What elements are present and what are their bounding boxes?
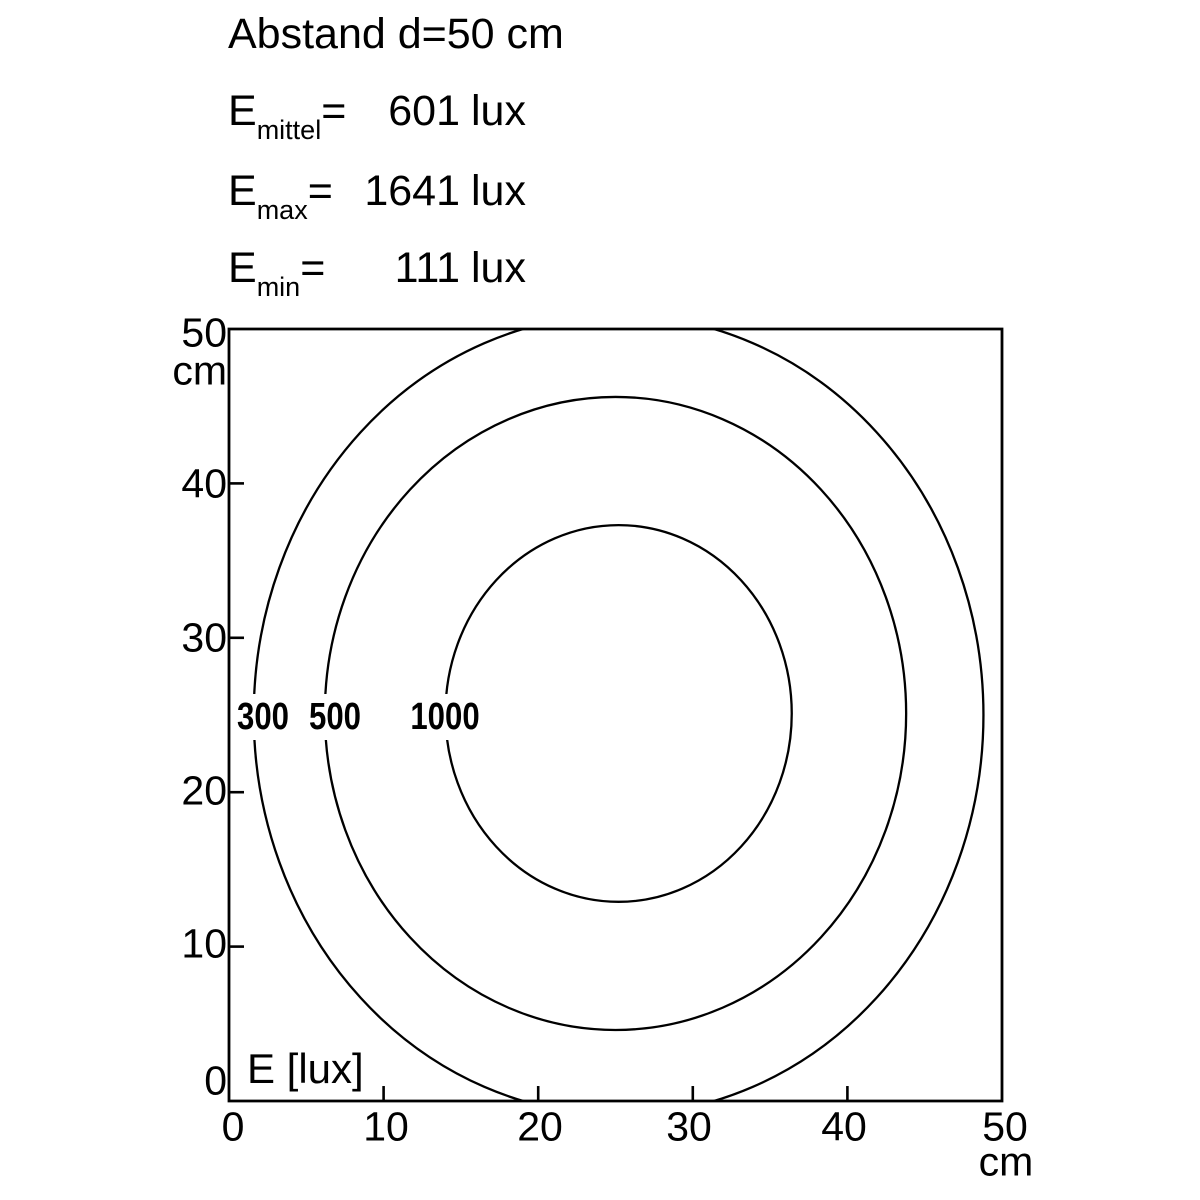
stat-row-emittel [228, 87, 848, 160]
equals-sign: = [300, 244, 326, 292]
x-tick-label-10: 10 [363, 1103, 409, 1150]
chart-title: Abstand d=50 cm [228, 10, 564, 58]
stat-symbol: E [228, 87, 257, 135]
stat-unit: lux [471, 87, 526, 135]
x-tick-label-40: 40 [821, 1103, 867, 1150]
y-tick-label-40: 40 [181, 460, 227, 507]
quantity-label: E [lux] [247, 1045, 364, 1092]
stat-value: 601 [388, 87, 460, 135]
stat-row-emin [228, 244, 848, 317]
y-tick-label-0: 0 [204, 1057, 227, 1104]
stat-value: 111 [394, 244, 460, 292]
contour-label-500: 500 [309, 696, 361, 738]
y-tick-label-50: 50 [181, 309, 227, 356]
contour-label-1000: 1000 [410, 696, 480, 738]
y-tick-label-30: 30 [181, 614, 227, 661]
x-tick-label-0: 0 [221, 1103, 245, 1150]
stat-symbol: E [228, 167, 257, 215]
stat-subscript: mittel [256, 115, 322, 145]
contour-label-300: 300 [237, 696, 289, 738]
contour-ellipse-1000 [445, 525, 791, 902]
stat-subscript: min [256, 272, 301, 302]
y-axis-unit: cm [172, 347, 227, 394]
contour-ellipse-300 [254, 315, 984, 1115]
stat-subscript: max [256, 195, 308, 225]
stat-symbol: E [228, 244, 257, 292]
stat-unit: lux [471, 244, 526, 292]
equals-sign: = [321, 87, 347, 135]
x-tick-label-50: 50 [982, 1103, 1028, 1150]
equals-sign: = [307, 167, 333, 215]
x-tick-label-20: 20 [517, 1103, 563, 1150]
y-tick-label-10: 10 [181, 920, 227, 967]
stat-value: 1641 [364, 167, 460, 215]
stat-row-emax [228, 167, 848, 240]
x-axis-unit: cm [978, 1138, 1034, 1185]
stat-unit: lux [471, 167, 526, 215]
y-tick-label-20: 20 [181, 767, 227, 814]
x-tick-label-30: 30 [666, 1103, 712, 1150]
